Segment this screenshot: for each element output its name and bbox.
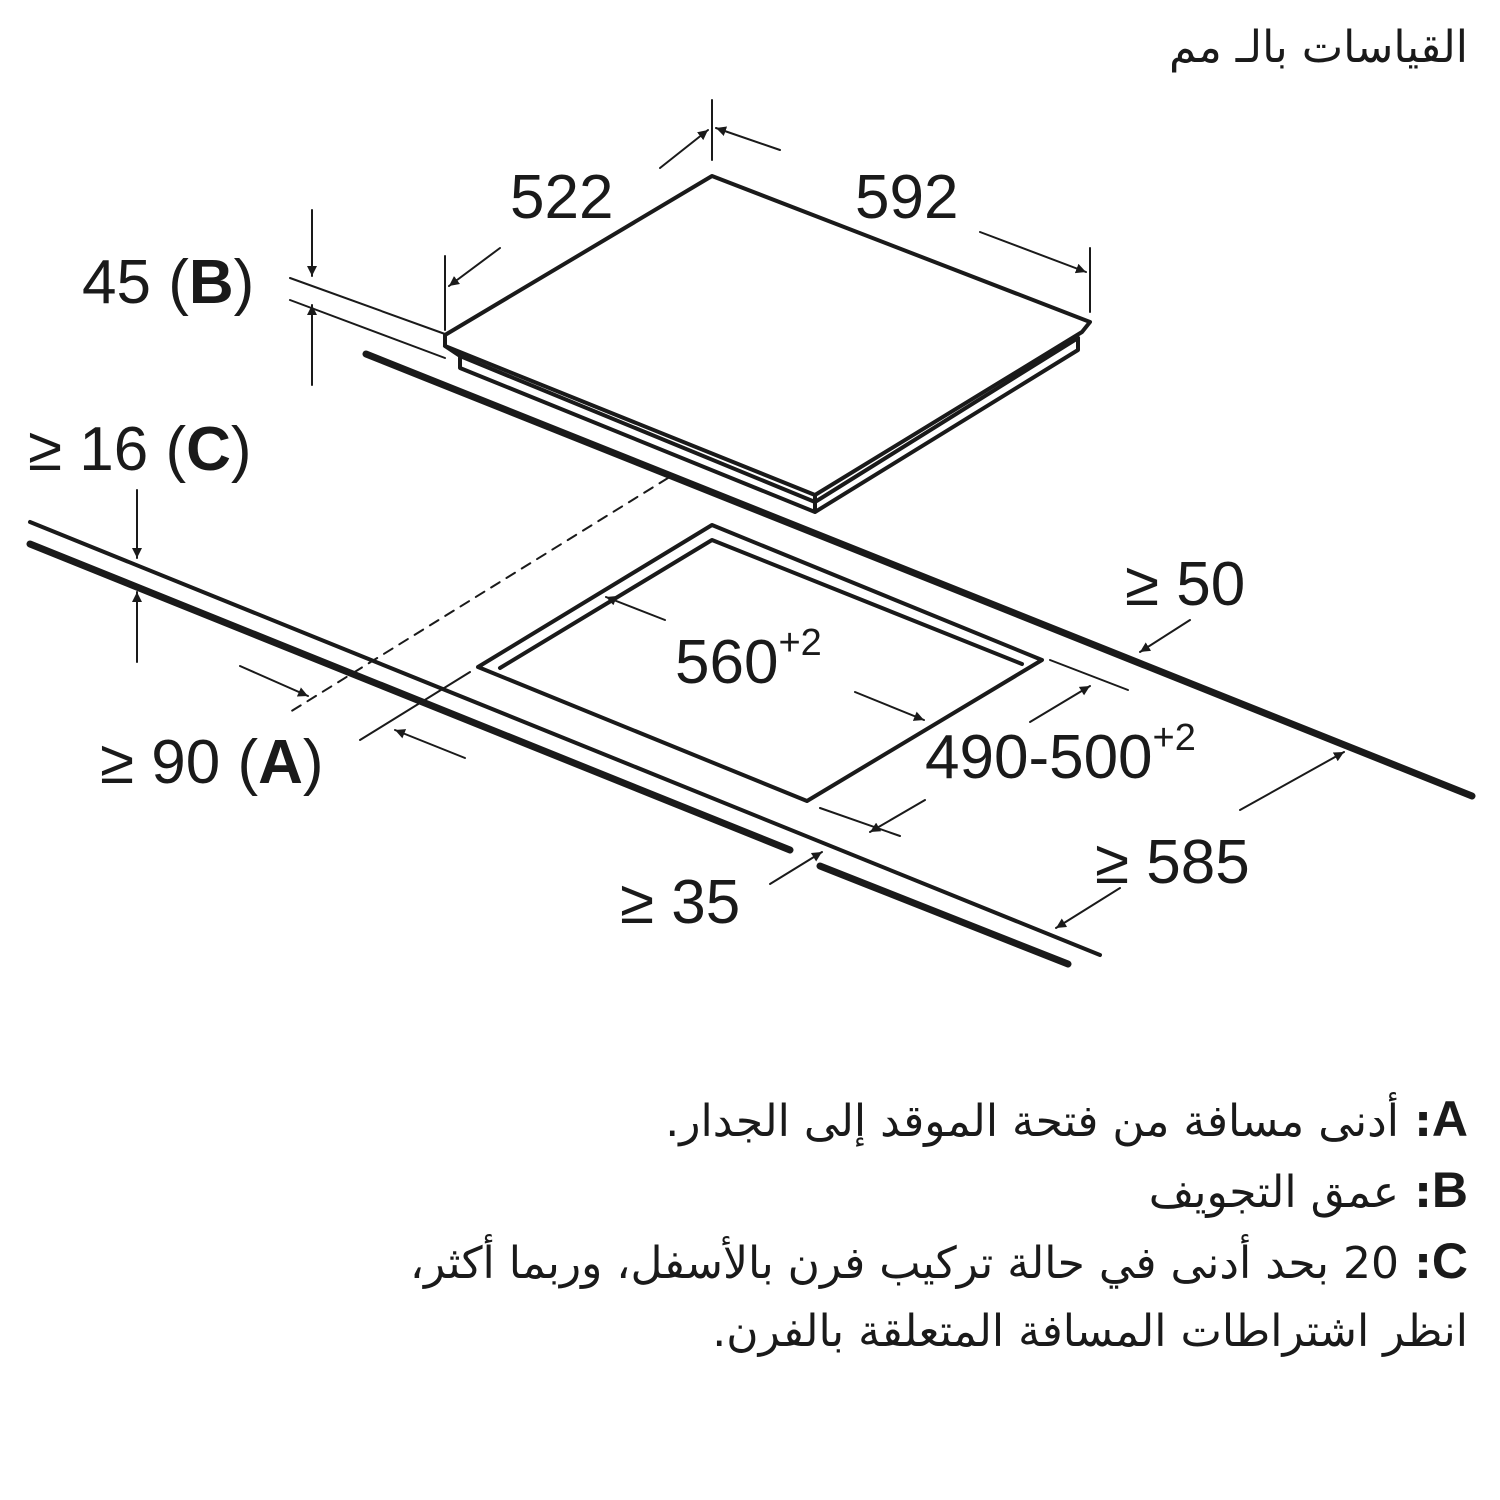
legend-item-c: C: 20 بحد أدنى في حالة تركيب فرن بالأسفل، وربما أكثر، xyxy=(409,1233,1468,1289)
legend-item-b: B: عمق التجويف xyxy=(1148,1162,1468,1218)
dim-45b-label: 45 (B) xyxy=(82,248,255,317)
dim-522-arrow-b xyxy=(449,248,500,286)
dim-592-arrow-a xyxy=(716,128,780,150)
dim-522-arrow-a xyxy=(660,130,708,168)
dim-90a-label: ≥ 90 (A) xyxy=(100,728,324,797)
worktop-back-edge xyxy=(366,354,1472,796)
legend-item-a: A: أدنى مسافة من فتحة الموقد إلى الجدار. xyxy=(665,1091,1468,1147)
dim-522-label: 522 xyxy=(510,163,614,232)
dim-490-500-label: $490-500^{+2}$ xyxy=(925,717,1196,792)
legend xyxy=(28,1085,1468,1366)
dim-16c-label: ≥ 16 (C) xyxy=(28,415,252,484)
dim-592-label: 592 xyxy=(855,163,959,232)
worktop-front-edge-bottom-2 xyxy=(820,866,1068,964)
projection-dashed-line xyxy=(290,478,668,712)
units-title: القياسات بالـ مم xyxy=(1168,22,1468,73)
dim-35-label: ≥ 35 xyxy=(620,868,741,937)
legend-item-c-continued: انظر اشتراطات المسافة المتعلقة بالفرن. xyxy=(712,1306,1468,1357)
dim-560-label: $560^{+2}$ xyxy=(675,622,822,697)
worktop-front-edge-bottom xyxy=(30,544,790,850)
dim-585-label: ≥ 585 xyxy=(1095,828,1250,897)
dim-50-label: ≥ 50 xyxy=(1125,550,1246,619)
dim-592-arrow-b xyxy=(980,232,1086,272)
